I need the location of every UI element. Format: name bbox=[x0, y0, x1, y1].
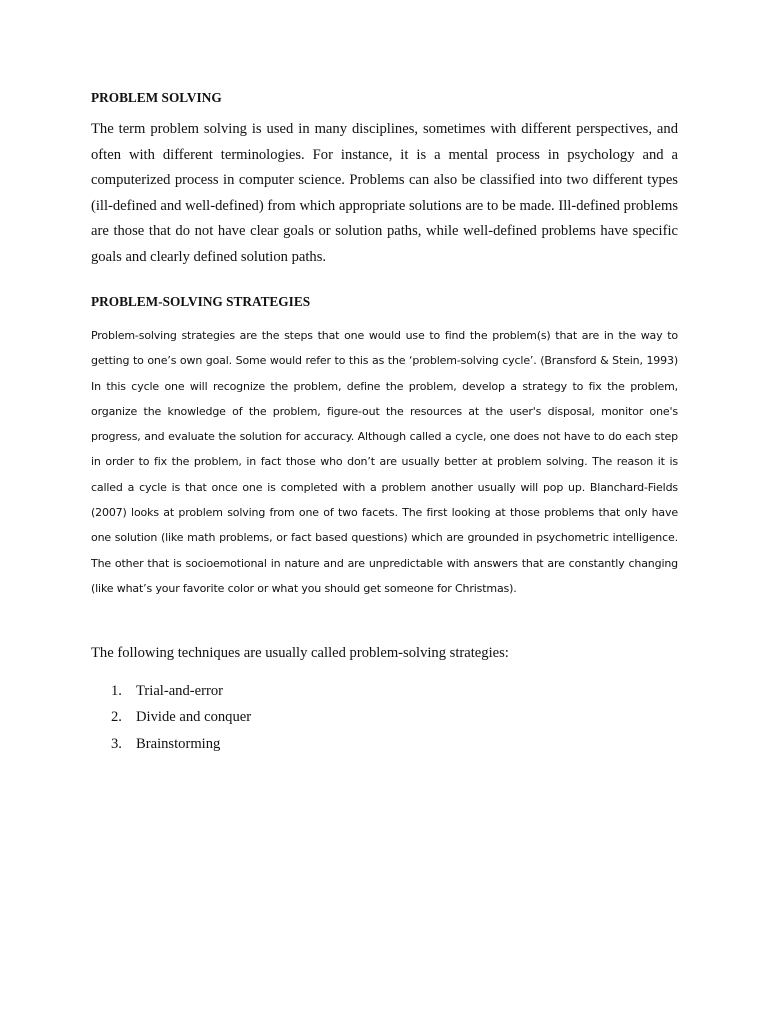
list-item-label: Brainstorming bbox=[136, 735, 221, 752]
list-item-label: Divide and conquer bbox=[136, 709, 252, 726]
section-heading-problem-solving: PROBLEM SOLVING bbox=[91, 90, 222, 105]
techniques-list bbox=[91, 678, 251, 757]
list-item-number: 3. bbox=[111, 735, 122, 752]
problem-solving-paragraph: The term problem solving is used in many disciplines, sometimes with different perspectives, and often with different terminologies. For instance, it is a mental process in psychology and a computerized process in computer science. Problems can also be classified into two different types (ill-defined and well-defined) from which appropriate solutions are to be made. Ill-defined problems are those that do not have clear goals or solution paths, while well-defined problems have specific goals and clearly defined solution paths. bbox=[91, 121, 678, 265]
list-item-label: Trial-and-error bbox=[136, 683, 223, 699]
list-item bbox=[91, 678, 251, 704]
strategies-paragraph: Problem-solving strategies are the steps that one would use to find the problem(s) that are in the way to getting to one’s own goal. Some would refer to this as the ‘problem-solving cycle’. (Bransford & Stein, 1993) In this cycle one will recognize the problem, define the problem, develop a strategy to fix the problem, organize the knowledge of the problem, figure-out the resources at the user's disposal, monitor one's progress, and evaluate the solution for accuracy. Although called a cycle, one does not have to do each step in order to fix the problem, in fact those who don’t are usually better at problem solving. The reason it is called a cycle is that once one is completed with a problem another usually will pop up. Blanchard-Fields (2007) looks at problem solving from one of two facets. The first looking at those problems that only have one solution (like math problems, or fact based questions) which are grounded in psychometric intelligence. The other that is socioemotional in nature and are unpredictable with answers that are constantly changing (like what’s your favorite color or what you should get someone for Christmas). bbox=[91, 329, 678, 595]
list-item-number: 1. bbox=[111, 683, 122, 699]
techniques-intro: The following techniques are usually called problem-solving strategies: bbox=[91, 645, 509, 661]
list-item bbox=[91, 731, 251, 757]
list-item bbox=[91, 704, 251, 730]
list-item-number: 2. bbox=[111, 709, 122, 726]
section-heading-strategies: PROBLEM-SOLVING STRATEGIES bbox=[91, 294, 311, 309]
